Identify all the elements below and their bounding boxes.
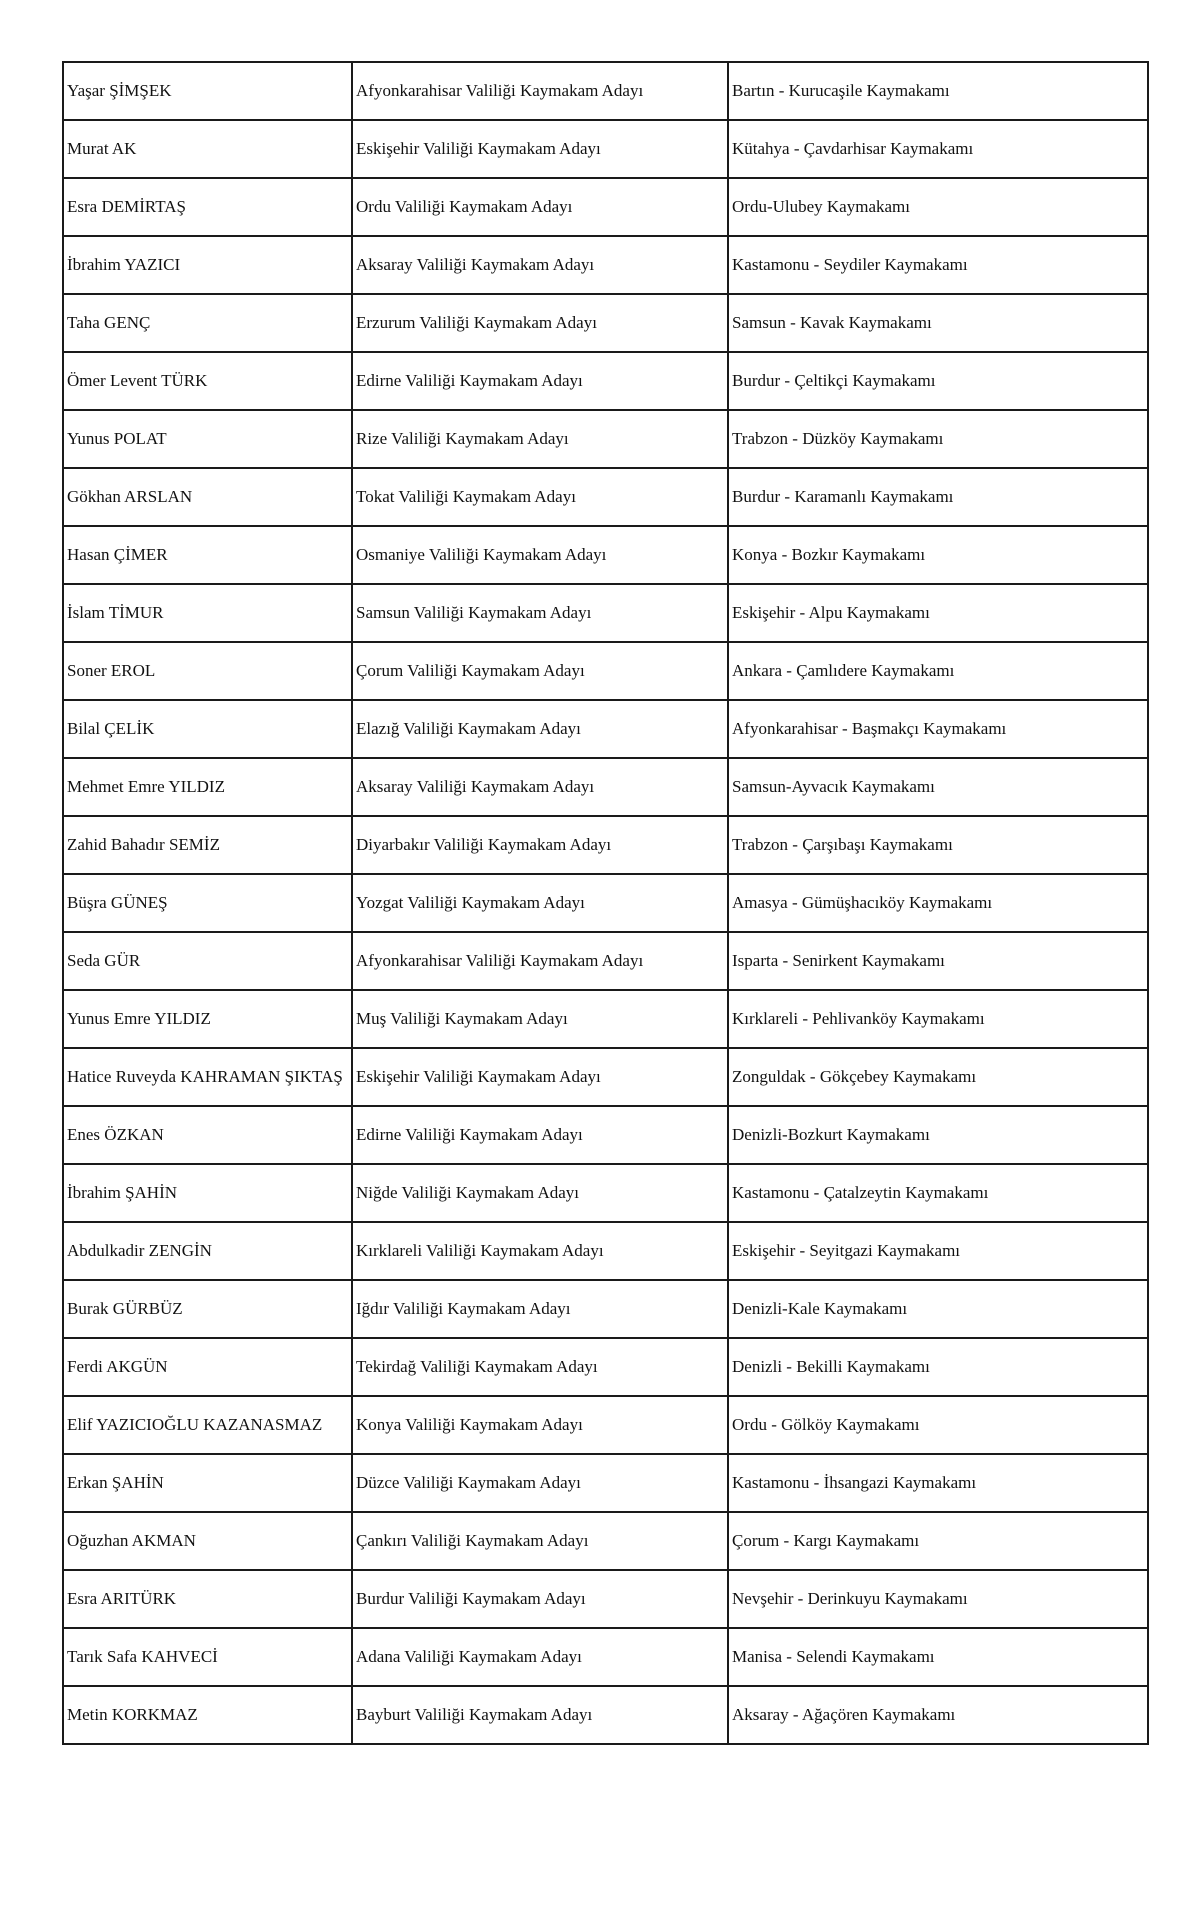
new-appointment-cell: Denizli-Bozkurt Kaymakamı	[728, 1106, 1148, 1164]
table-row	[63, 584, 1148, 642]
table-row	[63, 1628, 1148, 1686]
current-position-cell: Osmaniye Valiliği Kaymakam Adayı	[352, 526, 728, 584]
person-name-cell: Hasan ÇİMER	[63, 526, 352, 584]
current-position-cell: Tekirdağ Valiliği Kaymakam Adayı	[352, 1338, 728, 1396]
current-position-cell: Eskişehir Valiliği Kaymakam Adayı	[352, 120, 728, 178]
current-position-cell: Düzce Valiliği Kaymakam Adayı	[352, 1454, 728, 1512]
current-position-cell: Yozgat Valiliği Kaymakam Adayı	[352, 874, 728, 932]
new-appointment-cell: Denizli - Bekilli Kaymakamı	[728, 1338, 1148, 1396]
person-name-cell: Elif YAZICIOĞLU KAZANASMAZ	[63, 1396, 352, 1454]
current-position-cell: Burdur Valiliği Kaymakam Adayı	[352, 1570, 728, 1628]
current-position-cell: Muş Valiliği Kaymakam Adayı	[352, 990, 728, 1048]
person-name-cell: Esra ARITÜRK	[63, 1570, 352, 1628]
person-name-cell: Enes ÖZKAN	[63, 1106, 352, 1164]
new-appointment-cell: Amasya - Gümüşhacıköy Kaymakamı	[728, 874, 1148, 932]
new-appointment-cell: Kırklareli - Pehlivanköy Kaymakamı	[728, 990, 1148, 1048]
table-row	[63, 352, 1148, 410]
person-name-cell: Erkan ŞAHİN	[63, 1454, 352, 1512]
table-row	[63, 1512, 1148, 1570]
current-position-cell: Diyarbakır Valiliği Kaymakam Adayı	[352, 816, 728, 874]
table-row	[63, 642, 1148, 700]
new-appointment-cell: Kütahya - Çavdarhisar Kaymakamı	[728, 120, 1148, 178]
table-row	[63, 816, 1148, 874]
person-name-cell: İbrahim YAZICI	[63, 236, 352, 294]
person-name-cell: Ömer Levent TÜRK	[63, 352, 352, 410]
table-row	[63, 1570, 1148, 1628]
table-row	[63, 468, 1148, 526]
new-appointment-cell: Trabzon - Düzköy Kaymakamı	[728, 410, 1148, 468]
table-row	[63, 1164, 1148, 1222]
person-name-cell: Hatice Ruveyda KAHRAMAN ŞIKTAŞ	[63, 1048, 352, 1106]
new-appointment-cell: Çorum - Kargı Kaymakamı	[728, 1512, 1148, 1570]
current-position-cell: Samsun Valiliği Kaymakam Adayı	[352, 584, 728, 642]
new-appointment-cell: Ordu - Gölköy Kaymakamı	[728, 1396, 1148, 1454]
table-row	[63, 120, 1148, 178]
person-name-cell: Yaşar ŞİMŞEK	[63, 62, 352, 120]
new-appointment-cell: Samsun - Kavak Kaymakamı	[728, 294, 1148, 352]
new-appointment-cell: Kastamonu - İhsangazi Kaymakamı	[728, 1454, 1148, 1512]
new-appointment-cell: Trabzon - Çarşıbaşı Kaymakamı	[728, 816, 1148, 874]
current-position-cell: Edirne Valiliği Kaymakam Adayı	[352, 1106, 728, 1164]
new-appointment-cell: Ordu-Ulubey Kaymakamı	[728, 178, 1148, 236]
current-position-cell: Kırklareli Valiliği Kaymakam Adayı	[352, 1222, 728, 1280]
person-name-cell: Burak GÜRBÜZ	[63, 1280, 352, 1338]
new-appointment-cell: Burdur - Çeltikçi Kaymakamı	[728, 352, 1148, 410]
new-appointment-cell: Denizli-Kale Kaymakamı	[728, 1280, 1148, 1338]
current-position-cell: Aksaray Valiliği Kaymakam Adayı	[352, 758, 728, 816]
person-name-cell: İslam TİMUR	[63, 584, 352, 642]
new-appointment-cell: Nevşehir - Derinkuyu Kaymakamı	[728, 1570, 1148, 1628]
current-position-cell: Çorum Valiliği Kaymakam Adayı	[352, 642, 728, 700]
person-name-cell: Yunus Emre YILDIZ	[63, 990, 352, 1048]
current-position-cell: Eskişehir Valiliği Kaymakam Adayı	[352, 1048, 728, 1106]
new-appointment-cell: Konya - Bozkır Kaymakamı	[728, 526, 1148, 584]
person-name-cell: Mehmet Emre YILDIZ	[63, 758, 352, 816]
person-name-cell: Büşra GÜNEŞ	[63, 874, 352, 932]
current-position-cell: Bayburt Valiliği Kaymakam Adayı	[352, 1686, 728, 1744]
current-position-cell: Rize Valiliği Kaymakam Adayı	[352, 410, 728, 468]
new-appointment-cell: Eskişehir - Alpu Kaymakamı	[728, 584, 1148, 642]
new-appointment-cell: Kastamonu - Çatalzeytin Kaymakamı	[728, 1164, 1148, 1222]
table-row	[63, 1222, 1148, 1280]
new-appointment-cell: Bartın - Kurucaşile Kaymakamı	[728, 62, 1148, 120]
person-name-cell: Murat AK	[63, 120, 352, 178]
table-row	[63, 62, 1148, 120]
new-appointment-cell: Isparta - Senirkent Kaymakamı	[728, 932, 1148, 990]
new-appointment-cell: Kastamonu - Seydiler Kaymakamı	[728, 236, 1148, 294]
table-row	[63, 1338, 1148, 1396]
table-body	[63, 62, 1148, 1744]
current-position-cell: Ordu Valiliği Kaymakam Adayı	[352, 178, 728, 236]
current-position-cell: Afyonkarahisar Valiliği Kaymakam Adayı	[352, 62, 728, 120]
table-row	[63, 1396, 1148, 1454]
table-row	[63, 1454, 1148, 1512]
person-name-cell: Abdulkadir ZENGİN	[63, 1222, 352, 1280]
current-position-cell: Tokat Valiliği Kaymakam Adayı	[352, 468, 728, 526]
new-appointment-cell: Aksaray - Ağaçören Kaymakamı	[728, 1686, 1148, 1744]
table-row	[63, 1048, 1148, 1106]
table-row	[63, 874, 1148, 932]
table-row	[63, 1106, 1148, 1164]
new-appointment-cell: Samsun-Ayvacık Kaymakamı	[728, 758, 1148, 816]
current-position-cell: Niğde Valiliği Kaymakam Adayı	[352, 1164, 728, 1222]
person-name-cell: Gökhan ARSLAN	[63, 468, 352, 526]
person-name-cell: Ferdi AKGÜN	[63, 1338, 352, 1396]
table-row	[63, 1280, 1148, 1338]
table-row	[63, 236, 1148, 294]
new-appointment-cell: Burdur - Karamanlı Kaymakamı	[728, 468, 1148, 526]
person-name-cell: İbrahim ŞAHİN	[63, 1164, 352, 1222]
person-name-cell: Bilal ÇELİK	[63, 700, 352, 758]
new-appointment-cell: Eskişehir - Seyitgazi Kaymakamı	[728, 1222, 1148, 1280]
person-name-cell: Esra DEMİRTAŞ	[63, 178, 352, 236]
new-appointment-cell: Manisa - Selendi Kaymakamı	[728, 1628, 1148, 1686]
person-name-cell: Tarık Safa KAHVECİ	[63, 1628, 352, 1686]
new-appointment-cell: Zonguldak - Gökçebey Kaymakamı	[728, 1048, 1148, 1106]
table-row	[63, 410, 1148, 468]
table-row	[63, 294, 1148, 352]
table-row	[63, 932, 1148, 990]
table-row	[63, 758, 1148, 816]
current-position-cell: Konya Valiliği Kaymakam Adayı	[352, 1396, 728, 1454]
new-appointment-cell: Ankara - Çamlıdere Kaymakamı	[728, 642, 1148, 700]
person-name-cell: Zahid Bahadır SEMİZ	[63, 816, 352, 874]
current-position-cell: Elazığ Valiliği Kaymakam Adayı	[352, 700, 728, 758]
table-row	[63, 990, 1148, 1048]
current-position-cell: Adana Valiliği Kaymakam Adayı	[352, 1628, 728, 1686]
table-row	[63, 700, 1148, 758]
table-row	[63, 1686, 1148, 1744]
current-position-cell: Iğdır Valiliği Kaymakam Adayı	[352, 1280, 728, 1338]
current-position-cell: Edirne Valiliği Kaymakam Adayı	[352, 352, 728, 410]
person-name-cell: Yunus POLAT	[63, 410, 352, 468]
current-position-cell: Aksaray Valiliği Kaymakam Adayı	[352, 236, 728, 294]
table-row	[63, 526, 1148, 584]
person-name-cell: Seda GÜR	[63, 932, 352, 990]
current-position-cell: Afyonkarahisar Valiliği Kaymakam Adayı	[352, 932, 728, 990]
appointments-table	[62, 61, 1149, 1745]
person-name-cell: Taha GENÇ	[63, 294, 352, 352]
person-name-cell: Soner EROL	[63, 642, 352, 700]
current-position-cell: Erzurum Valiliği Kaymakam Adayı	[352, 294, 728, 352]
table-row	[63, 178, 1148, 236]
current-position-cell: Çankırı Valiliği Kaymakam Adayı	[352, 1512, 728, 1570]
person-name-cell: Metin KORKMAZ	[63, 1686, 352, 1744]
person-name-cell: Oğuzhan AKMAN	[63, 1512, 352, 1570]
new-appointment-cell: Afyonkarahisar - Başmakçı Kaymakamı	[728, 700, 1148, 758]
